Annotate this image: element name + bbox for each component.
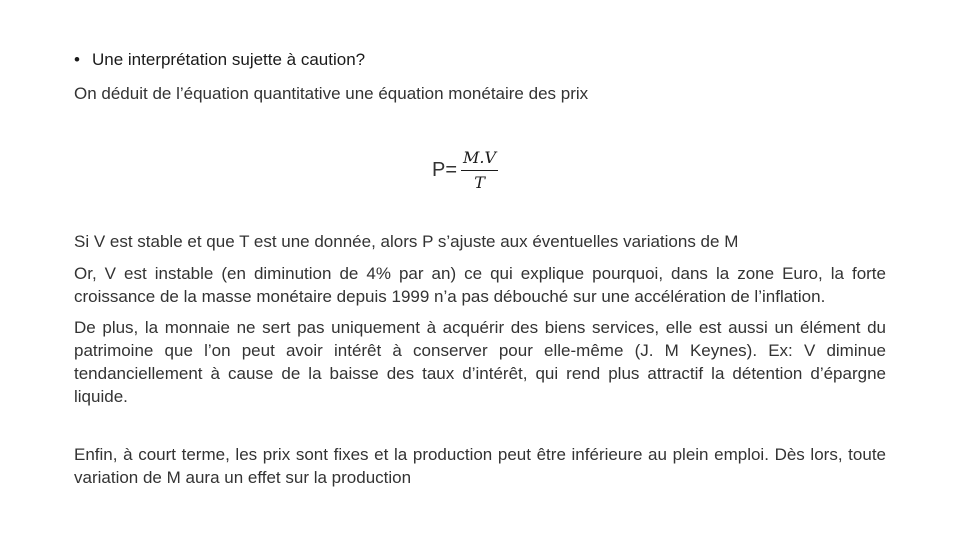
- paragraph-stability: Si V est stable et que T est une donnée, alors P s’ajuste aux éventuelles variations de M: [74, 232, 739, 251]
- equation-denominator: T: [474, 173, 485, 192]
- intro-text: On déduit de l’équation quantitative une équation monétaire des prix: [74, 84, 589, 103]
- equation-fraction: [461, 148, 498, 192]
- paragraph-short-term: Enfin, à court terme, les prix sont fixes et la production peut être inférieure au plein emploi. Dès lors, toute variation de M aura un effet sur la production: [74, 445, 886, 487]
- paragraph-instability: Or, V est instable (en diminution de 4% par an) ce qui explique pourquoi, dans la zone Euro, la forte croissance de la masse monétaire depuis 1999 n’a pas débouché sur une accélération de l’inflation.: [74, 264, 886, 306]
- bullet-heading-row: [74, 50, 365, 70]
- paragraph-keynes: De plus, la monnaie ne sert pas uniquement à acquérir des biens services, elle est aussi un élément du patrimoine que l’on peut avoir intérêt à conserver pour elle-même (J. M Keynes). Ex: V diminue tendanciellement à cause de la baisse des taux d’intérêt, qui rend plus attractif la détention d’épargne liquide.: [74, 318, 886, 406]
- equation-numerator: M.V: [461, 148, 498, 171]
- price-equation: [432, 142, 498, 198]
- bullet-heading: Une interprétation sujette à caution?: [92, 50, 366, 69]
- equation-lhs: P=: [432, 158, 458, 181]
- bullet-icon: •: [74, 50, 80, 69]
